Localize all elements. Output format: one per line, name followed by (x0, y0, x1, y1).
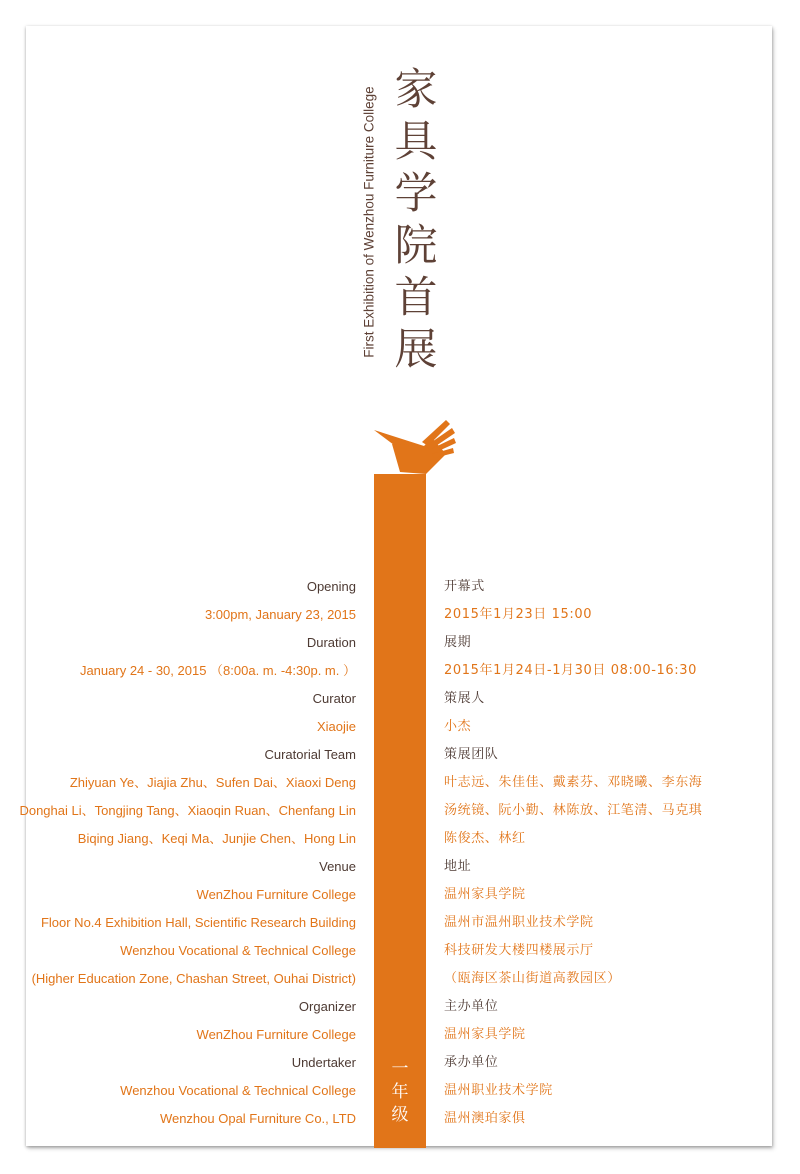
detail-label: 主办单位 (444, 999, 499, 1014)
detail-value: WenZhou Furniture College (196, 1027, 356, 1042)
detail-label: Curator (312, 691, 356, 706)
detail-value: Floor No.4 Exhibition Hall, Scientific Research Building (40, 915, 356, 930)
detail-value: 小杰 (444, 719, 472, 734)
detail-value: 汤统镜、阮小勤、林陈放、江笔清、马克琪 (444, 803, 703, 818)
detail-value: 温州澳珀家俱 (444, 1111, 526, 1126)
detail-label: Undertaker (291, 1055, 356, 1070)
detail-value: Wenzhou Vocational & Technical College (120, 943, 356, 958)
detail-label: Curatorial Team (264, 747, 356, 762)
bar-label (374, 1058, 426, 1127)
title-char: 展 (394, 325, 438, 375)
detail-label: 地址 (444, 859, 472, 874)
detail-label: 开幕式 (444, 579, 485, 594)
title-char: 家 (394, 65, 438, 115)
title-char: 学 (394, 169, 438, 219)
title-char: 院 (394, 221, 438, 271)
detail-label: 展期 (444, 635, 472, 650)
chinese-details (444, 573, 702, 1133)
detail-value: Wenzhou Vocational & Technical College (120, 1083, 356, 1098)
detail-value: 2015年1月23日 15:00 (444, 607, 593, 622)
detail-value: Donghai Li、Tongjing Tang、Xiaoqin Ruan、Chenfang Lin (19, 803, 356, 818)
detail-value: 温州职业技术学院 (444, 1083, 553, 1098)
detail-value: (Higher Education Zone, Chashan Street, Ouhai District) (31, 971, 356, 986)
detail-label: Organizer (298, 999, 356, 1014)
detail-value: 2015年1月24日-1月30日 08:00-16:30 (444, 663, 697, 678)
english-details (19, 573, 356, 1133)
detail-value: WenZhou Furniture College (196, 887, 356, 902)
detail-value: Biqing Jiang、Keqi Ma、Junjie Chen、Hong Lin (77, 831, 356, 846)
detail-value: Xiaojie (316, 719, 356, 734)
bar-label-char: 级 (391, 1105, 409, 1125)
detail-value: January 24 - 30, 2015 （8:00a. m. -4:30p. m. ） (79, 663, 356, 678)
detail-value: 温州市温州职业技术学院 (444, 915, 594, 930)
hand-logo-icon (372, 418, 456, 476)
detail-value: Zhiyuan Ye、Jiajia Zhu、Sufen Dai、Xiaoxi Deng (69, 775, 356, 790)
title-char: 具 (394, 117, 438, 167)
detail-value: （瓯海区茶山街道高教园区） (444, 971, 621, 986)
title-chinese (390, 64, 442, 376)
detail-value: 温州家具学院 (444, 887, 526, 902)
bar-label-top: 一 (391, 1059, 409, 1079)
detail-label: 策展人 (444, 691, 485, 706)
orange-vertical-bar (374, 474, 426, 1148)
bar-label-char: 年 (391, 1082, 409, 1102)
title-char: 首 (394, 273, 438, 323)
detail-label: 承办单位 (444, 1055, 499, 1070)
detail-label: 策展团队 (444, 747, 499, 762)
detail-label: Opening (306, 579, 356, 594)
detail-value: 科技研发大楼四楼展示厅 (444, 943, 594, 958)
detail-label: Venue (319, 859, 356, 874)
detail-value: 叶志远、朱佳佳、戴素芬、邓晓曦、李东海 (444, 775, 703, 790)
title-english: First Exhibition of Wenzhou Furniture College (361, 86, 377, 358)
detail-value: 陈俊杰、林红 (444, 831, 526, 846)
detail-value: Wenzhou Opal Furniture Co., LTD (159, 1111, 356, 1126)
detail-value: 温州家具学院 (444, 1027, 526, 1042)
detail-label: Duration (306, 635, 356, 650)
detail-value: 3:00pm, January 23, 2015 (204, 607, 356, 622)
